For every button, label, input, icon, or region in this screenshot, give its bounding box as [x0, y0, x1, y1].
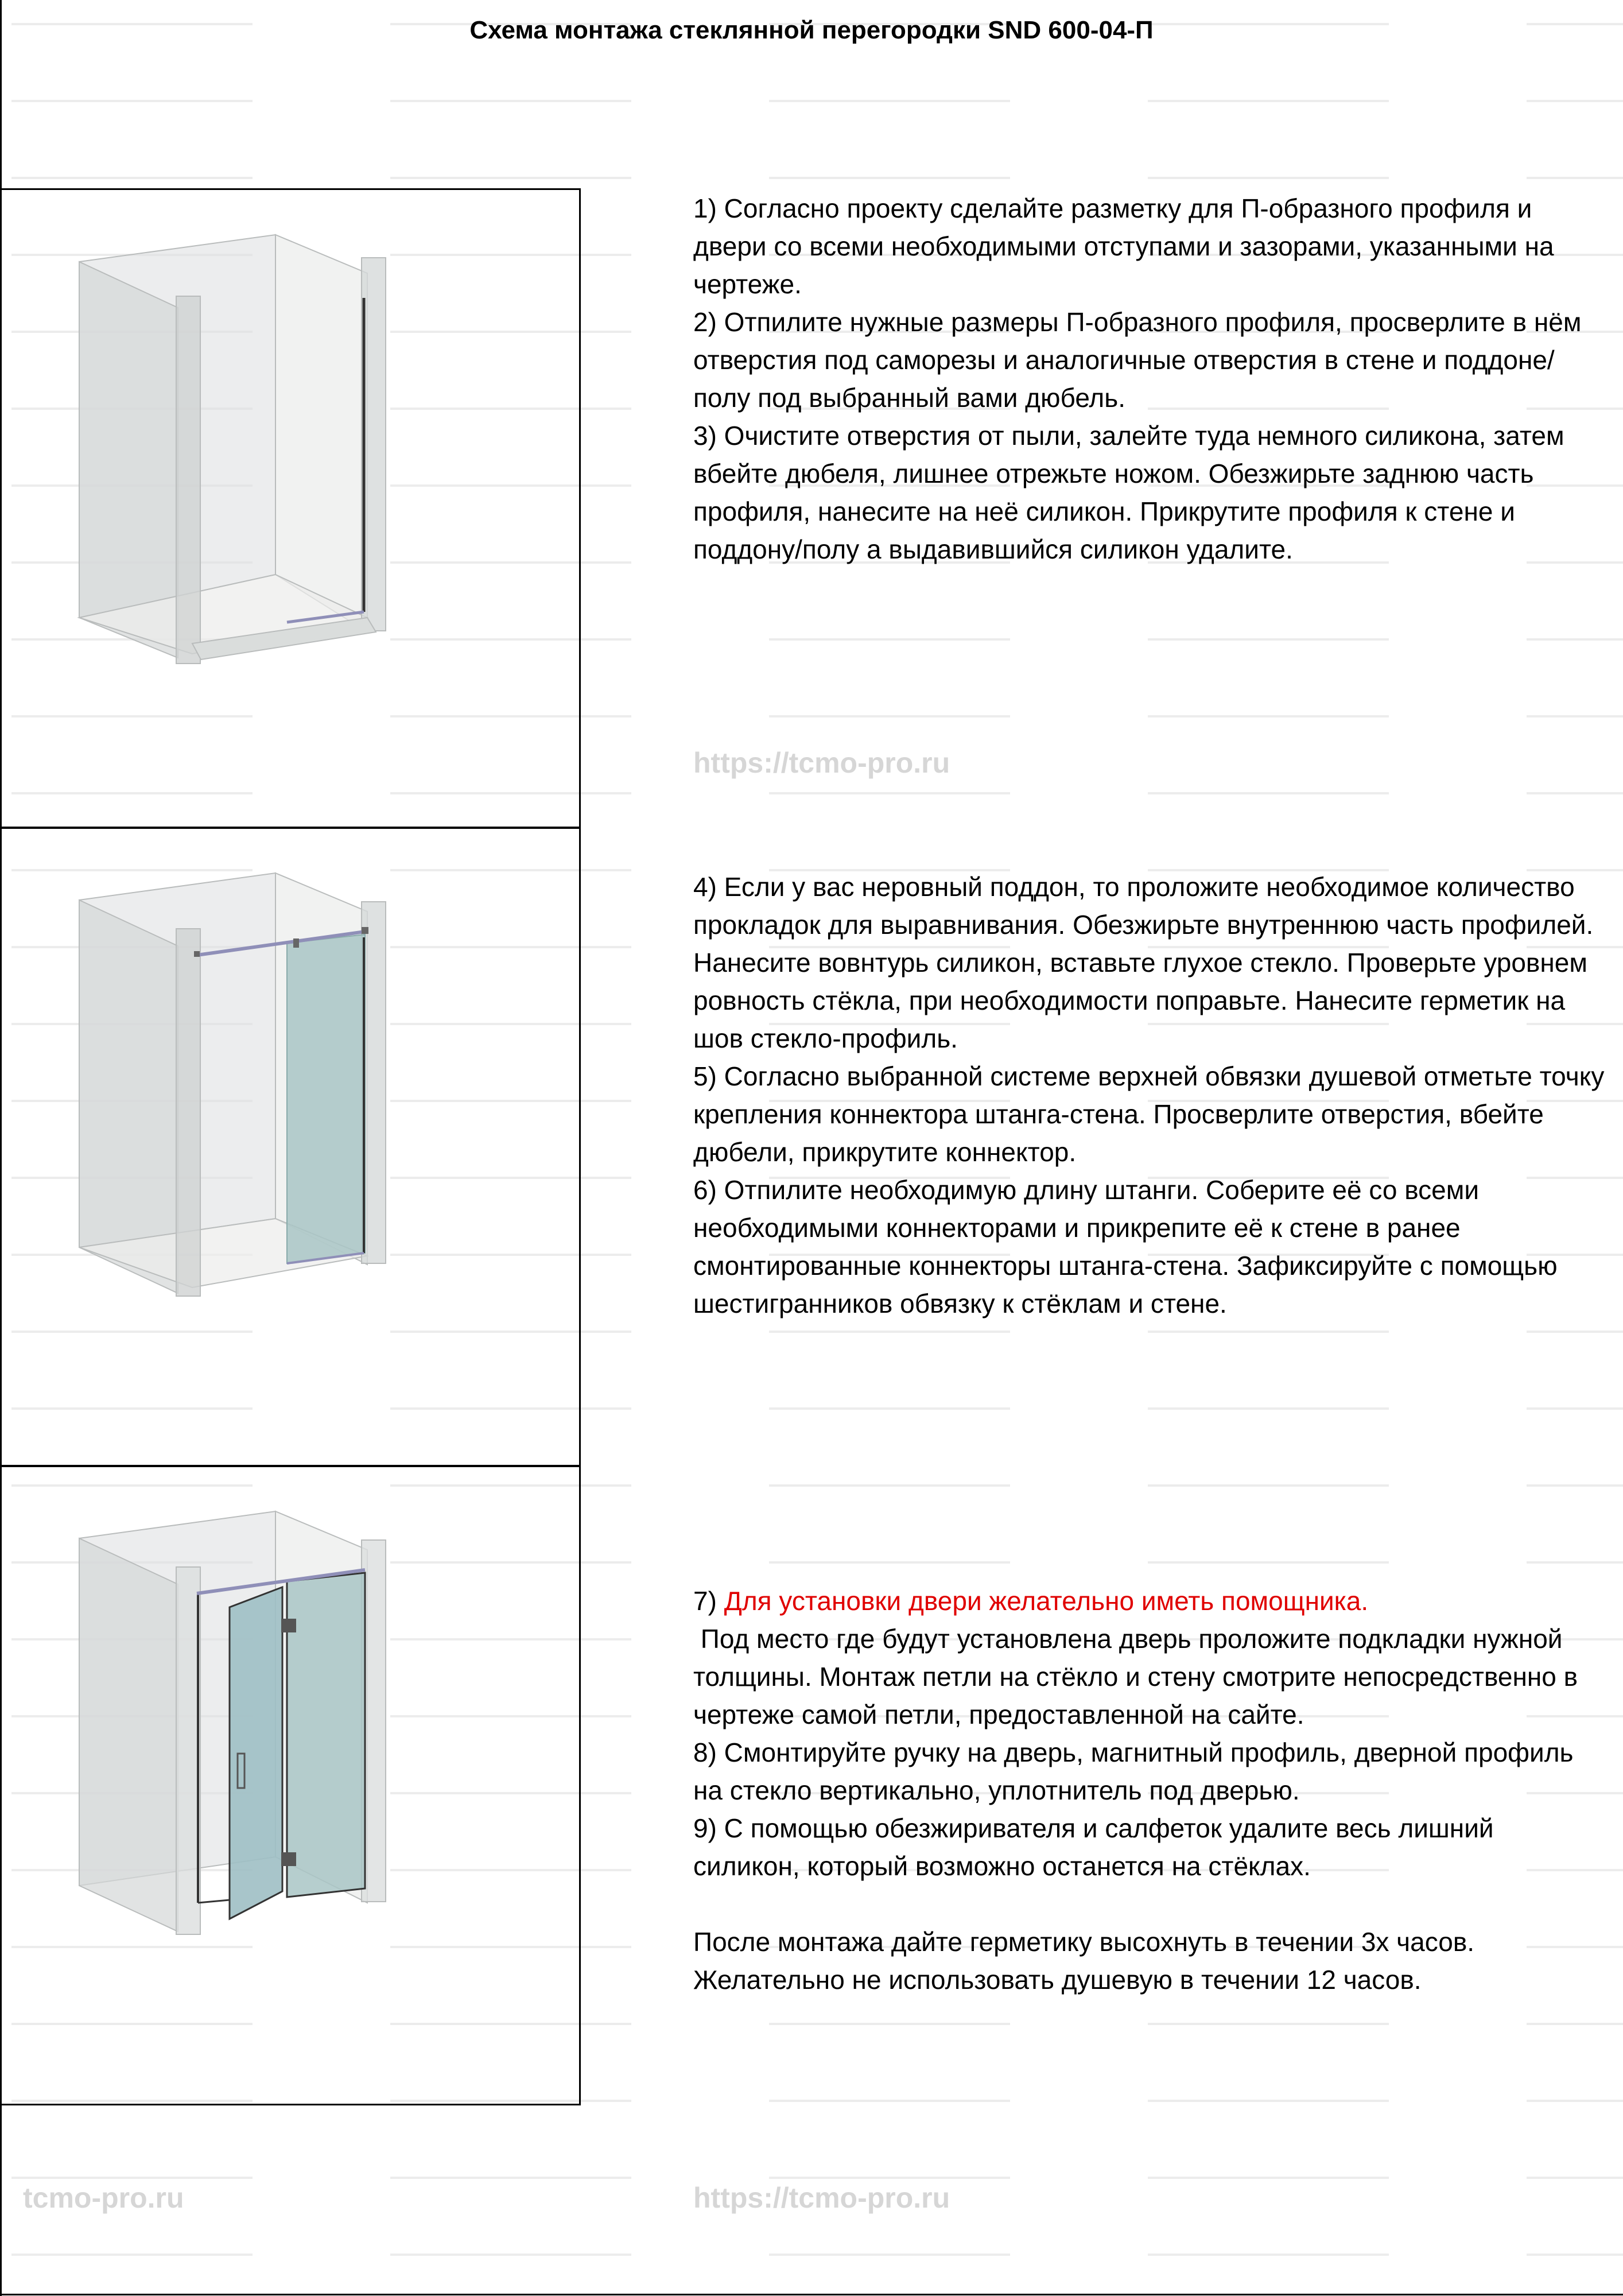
- step-3: 3) Очистите отверстия от пыли, залейте туда немного силикона, затем вбейте дюбеля, лишнее отрежьте ножом. Обезжирьте заднюю часть профиля, нанесите на неё силикон. Прикрутите профиля к стене и поддону/полу а выдавившийся силикон удалите.: [693, 421, 1564, 564]
- step-8: 8) Смонтируйте ручку на дверь, магнитный профиль, дверной профиль на стекло вертикально, уплотнитель под дверью.: [693, 1737, 1574, 1805]
- left-post: [176, 929, 200, 1296]
- instructions-block-1: [693, 189, 1606, 568]
- step-2: 2) Отпилите нужные размеры П-образного профиля, просверлите в нём отверстия под саморезы и аналогичные отверстия в стене и поддоне/полу под выбранный вами дюбель.: [693, 307, 1582, 413]
- illustration-panel-3: [0, 1465, 581, 2105]
- helper-warning: Для установки двери желательно иметь помощника.: [724, 1586, 1369, 1616]
- left-wall: [79, 262, 178, 658]
- left-wall: [79, 900, 178, 1293]
- spacer: [693, 1885, 1606, 1923]
- shower-stage-3-illustration: [0, 1467, 579, 2104]
- step-1: 1) Согласно проекту сделайте разметку для П-образного профиля и двери со всеми необходимыми отступами и зазорами, указанными на чертеже.: [693, 193, 1554, 299]
- step-6: 6) Отпилите необходимую длину штанги. Соберите её со всеми необходимыми коннекторами и прикрепите её к стене в ранее смонтированные коннекторы штанга-стена. Зафиксируйте с помощью шестигранников обвязку к стёклам и стене.: [693, 1175, 1558, 1318]
- illustration-panel-2: [0, 827, 581, 1467]
- step-5: 5) Согласно выбранной системе верхней обвязки душевой отметьте точку крепления коннектора штанга-стена. Просверлите отверстия, вбейте дюбели, прикрутите коннектор.: [693, 1061, 1605, 1167]
- watermark-caption-1: https://tcmo-pro.ru: [693, 747, 950, 779]
- instructions-block-3: [693, 1582, 1606, 1999]
- step-7: Под место где будут установлена дверь проложите подкладки нужной толщины. Монтаж петли на стёкло и стену смотрите непосредственно в чертеже самой петли, предоставленной на сайте.: [693, 1624, 1585, 1729]
- right-wall: [275, 235, 367, 632]
- shower-stage-2-illustration: [0, 828, 579, 1465]
- step-9: 9) С помощью обезжиривателя и салфеток удалите весь лишний силикон, который возможно останется на стёклах.: [693, 1813, 1494, 1881]
- fixed-glass: [287, 1573, 365, 1897]
- fixed-glass: [287, 934, 365, 1263]
- glass-connector: [293, 938, 299, 948]
- left-wall: [79, 1538, 178, 1932]
- door-seal: [198, 1900, 230, 1903]
- watermark-caption-short: tcmo-pro.ru: [23, 2182, 184, 2214]
- watermark-caption-2: https://tcmo-pro.ru: [693, 2182, 950, 2214]
- hinge-top: [281, 1619, 296, 1632]
- step-4: 4) Если у вас неровный поддон, то проложите необходимое количество прокладок для выравнивания. Обезжирьте внутреннюю часть профилей. Нанесите вовнтурь силикон, вставьте глухое стекло. Проверьте уровнем ровность стёкла, при необходимости поправьте. Нанесите герметик на шов стекло-профиль.: [693, 872, 1594, 1053]
- wall-connector-right: [362, 927, 368, 934]
- left-post: [176, 1567, 200, 1934]
- page-title: Схема монтажа стеклянной перегородки SND 600-04-П: [469, 16, 1154, 44]
- step-7-number: 7): [693, 1586, 724, 1616]
- hinge-bottom: [281, 1852, 296, 1866]
- illustration-panel-1: [0, 188, 581, 829]
- left-post: [176, 296, 200, 664]
- shower-stage-1-illustration: [0, 190, 579, 827]
- step-7-heading: [693, 1582, 1606, 1620]
- wall-connector-left: [194, 951, 200, 957]
- instructions-block-2: [693, 868, 1606, 1322]
- final-note: После монтажа дайте герметику высохнуть в течении 3х часов. Желательно не использовать душевую в течении 12 часов.: [693, 1927, 1475, 1995]
